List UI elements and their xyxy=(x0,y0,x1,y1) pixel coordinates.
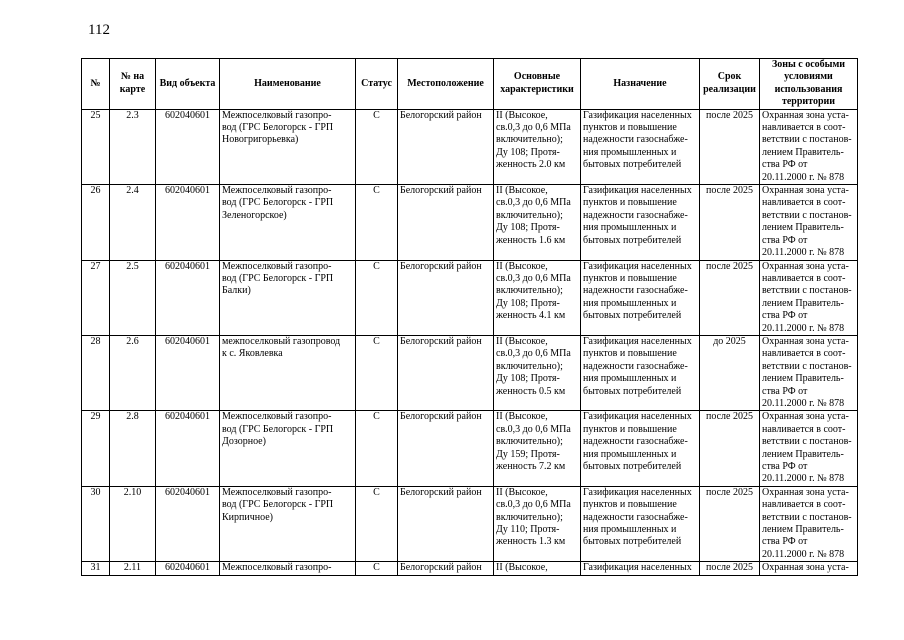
header-object-type: Вид объекта xyxy=(156,59,220,110)
cell-number: 29 xyxy=(82,411,110,486)
cell-number: 28 xyxy=(82,335,110,410)
header-purpose: Назначение xyxy=(581,59,700,110)
cell-status: С xyxy=(356,335,398,410)
cell-object-type: 602040601 xyxy=(156,486,220,561)
cell-location: Белогорский район xyxy=(398,335,494,410)
table-row xyxy=(82,335,858,410)
cell-number: 26 xyxy=(82,185,110,260)
cell-term: после 2025 xyxy=(700,185,760,260)
cell-zones: Охранная зона уста- xyxy=(760,562,858,575)
cell-number: 27 xyxy=(82,260,110,335)
cell-purpose: Газификация населенных пунктов и повышение надежности газоснабже- ния промышленных и бытовых потребителей xyxy=(581,411,700,486)
table-row xyxy=(82,486,858,561)
table-row xyxy=(82,411,858,486)
cell-location: Белогорский район xyxy=(398,185,494,260)
header-name: Наименование xyxy=(220,59,356,110)
cell-characteristics: II (Высокое, св.0,3 до 0,6 МПа включительно); Ду 159; Протя- женность 7.2 км xyxy=(494,411,581,486)
header-map-number: № на карте xyxy=(110,59,156,110)
cell-term: после 2025 xyxy=(700,109,760,184)
cell-purpose: Газификация населенных xyxy=(581,562,700,575)
header-zones: Зоны с особыми условиями использования территории xyxy=(760,59,858,110)
cell-status: С xyxy=(356,411,398,486)
cell-location: Белогорский район xyxy=(398,486,494,561)
table-row xyxy=(82,185,858,260)
cell-term: до 2025 xyxy=(700,335,760,410)
cell-purpose: Газификация населенных пунктов и повышение надежности газоснабже- ния промышленных и бытовых потребителей xyxy=(581,109,700,184)
table-header-row xyxy=(82,59,858,110)
cell-purpose: Газификация населенных пунктов и повышение надежности газоснабже- ния промышленных и бытовых потребителей xyxy=(581,335,700,410)
cell-purpose: Газификация населенных пунктов и повышение надежности газоснабже- ния промышленных и бытовых потребителей xyxy=(581,486,700,561)
cell-object-type: 602040601 xyxy=(156,260,220,335)
cell-map-number: 2.6 xyxy=(110,335,156,410)
cell-characteristics: II (Высокое, св.0,3 до 0,6 МПа включительно); Ду 110; Протя- женность 1.3 км xyxy=(494,486,581,561)
cell-term: после 2025 xyxy=(700,411,760,486)
cell-map-number: 2.3 xyxy=(110,109,156,184)
cell-status: С xyxy=(356,260,398,335)
register-table xyxy=(81,58,858,576)
cell-object-type: 602040601 xyxy=(156,335,220,410)
cell-location: Белогорский район xyxy=(398,411,494,486)
cell-status: С xyxy=(356,185,398,260)
cell-status: С xyxy=(356,562,398,575)
cell-number: 31 xyxy=(82,562,110,575)
cell-location: Белогорский район xyxy=(398,260,494,335)
cell-zones: Охранная зона уста- навливается в соот- ветствии с постанов- лением Правитель- ства РФ от 20.11.2000 г. № 878 xyxy=(760,335,858,410)
header-term: Срок реализации xyxy=(700,59,760,110)
cell-object-type: 602040601 xyxy=(156,562,220,575)
header-characteristics: Основные характеристики xyxy=(494,59,581,110)
cell-name: Межпоселковый газопро- вод (ГРС Белогорск - ГРП Кирпичное) xyxy=(220,486,356,561)
cell-status: С xyxy=(356,109,398,184)
cell-term: после 2025 xyxy=(700,562,760,575)
cell-number: 30 xyxy=(82,486,110,561)
cell-name: межпоселковый газопровод к с. Яковлевка xyxy=(220,335,356,410)
cell-object-type: 602040601 xyxy=(156,109,220,184)
page-number: 112 xyxy=(88,22,110,38)
cell-term: после 2025 xyxy=(700,486,760,561)
cell-location: Белогорский район xyxy=(398,109,494,184)
cell-characteristics: II (Высокое, св.0,3 до 0,6 МПа включительно); Ду 108; Протя- женность 1.6 км xyxy=(494,185,581,260)
cell-characteristics: II (Высокое, св.0,3 до 0,6 МПа включительно); Ду 108; Протя- женность 4.1 км xyxy=(494,260,581,335)
cell-name: Межпоселковый газопро- вод (ГРС Белогорск - ГРП Новогригорьевка) xyxy=(220,109,356,184)
cell-characteristics: II (Высокое, св.0,3 до 0,6 МПа включительно); Ду 108; Протя- женность 2.0 км xyxy=(494,109,581,184)
cell-map-number: 2.10 xyxy=(110,486,156,561)
cell-map-number: 2.8 xyxy=(110,411,156,486)
cell-map-number: 2.5 xyxy=(110,260,156,335)
cell-name: Межпоселковый газопро- вод (ГРС Белогорск - ГРП Балки) xyxy=(220,260,356,335)
table-row xyxy=(82,109,858,184)
cell-characteristics: II (Высокое, св.0,3 до 0,6 МПа включительно); Ду 108; Протя- женность 0.5 км xyxy=(494,335,581,410)
cell-zones: Охранная зона уста- навливается в соот- ветствии с постанов- лением Правитель- ства РФ от 20.11.2000 г. № 878 xyxy=(760,260,858,335)
cell-location: Белогорский район xyxy=(398,562,494,575)
table-row xyxy=(82,562,858,575)
cell-zones: Охранная зона уста- навливается в соот- ветствии с постанов- лением Правитель- ства РФ от 20.11.2000 г. № 878 xyxy=(760,185,858,260)
table-row xyxy=(82,260,858,335)
cell-characteristics: II (Высокое, xyxy=(494,562,581,575)
cell-object-type: 602040601 xyxy=(156,411,220,486)
cell-name: Межпоселковый газопро- xyxy=(220,562,356,575)
cell-name: Межпоселковый газопро- вод (ГРС Белогорск - ГРП Дозорное) xyxy=(220,411,356,486)
header-status: Статус xyxy=(356,59,398,110)
cell-status: С xyxy=(356,486,398,561)
cell-term: после 2025 xyxy=(700,260,760,335)
header-number: № xyxy=(82,59,110,110)
cell-name: Межпоселковый газопро- вод (ГРС Белогорск - ГРП Зеленогорское) xyxy=(220,185,356,260)
cell-object-type: 602040601 xyxy=(156,185,220,260)
cell-zones: Охранная зона уста- навливается в соот- ветствии с постанов- лением Правитель- ства РФ от 20.11.2000 г. № 878 xyxy=(760,411,858,486)
cell-map-number: 2.11 xyxy=(110,562,156,575)
cell-map-number: 2.4 xyxy=(110,185,156,260)
cell-number: 25 xyxy=(82,109,110,184)
cell-zones: Охранная зона уста- навливается в соот- ветствии с постанов- лением Правитель- ства РФ от 20.11.2000 г. № 878 xyxy=(760,109,858,184)
cell-purpose: Газификация населенных пунктов и повышение надежности газоснабже- ния промышленных и бытовых потребителей xyxy=(581,260,700,335)
cell-zones: Охранная зона уста- навливается в соот- ветствии с постанов- лением Правитель- ства РФ от 20.11.2000 г. № 878 xyxy=(760,486,858,561)
cell-purpose: Газификация населенных пунктов и повышение надежности газоснабже- ния промышленных и бытовых потребителей xyxy=(581,185,700,260)
header-location: Местоположение xyxy=(398,59,494,110)
